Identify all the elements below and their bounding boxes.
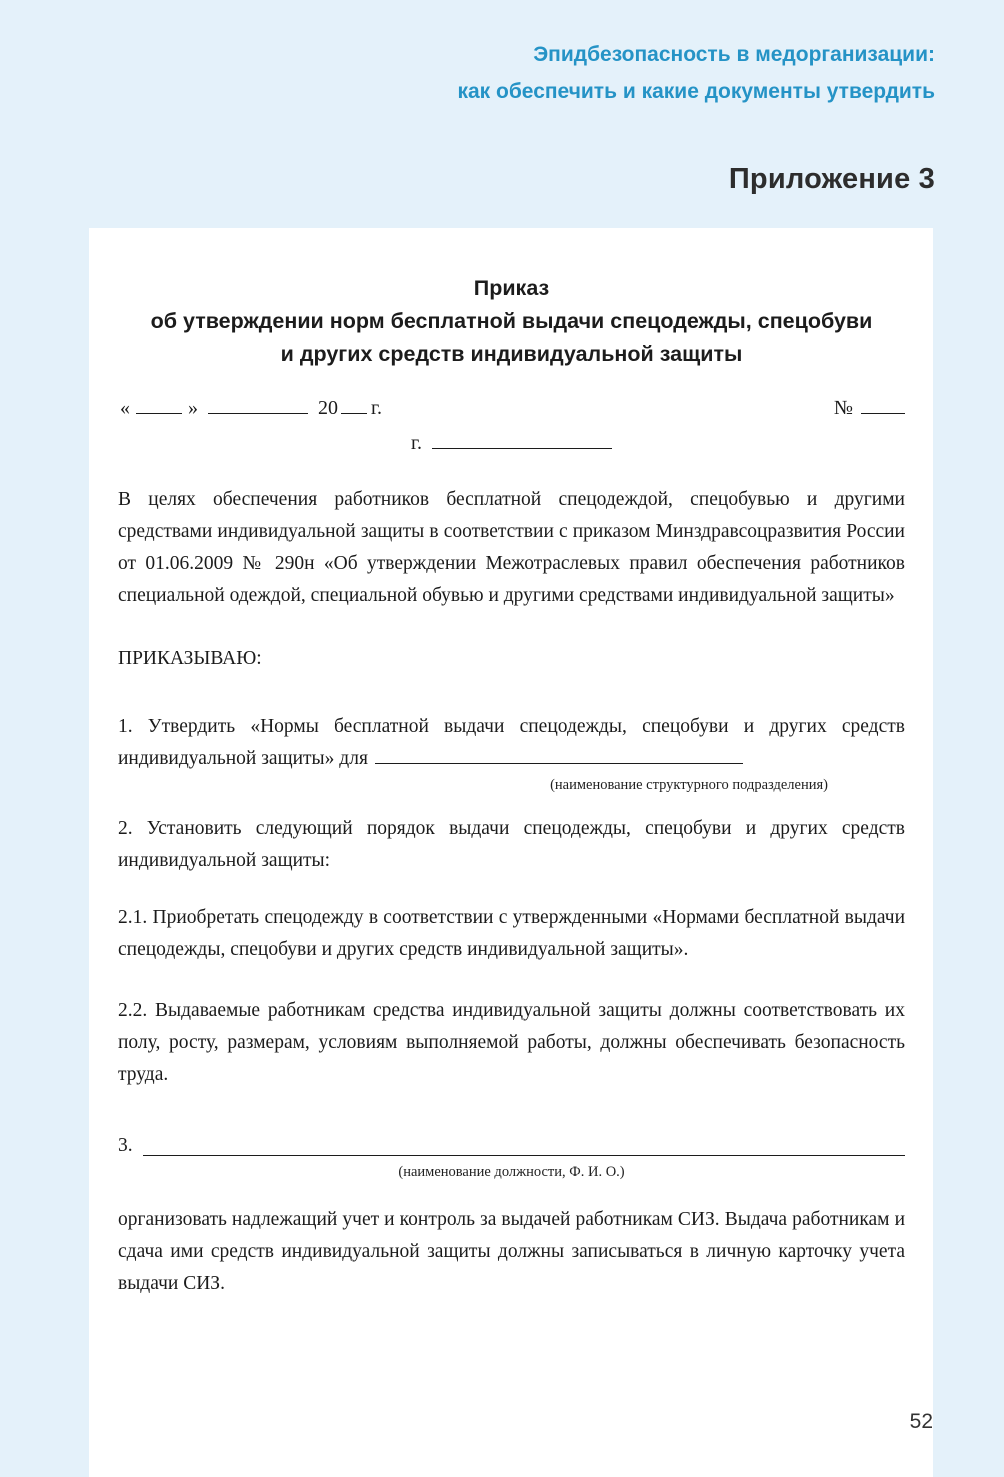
order-item-2-2: 2.2. Выдаваемые работникам средства индивидуальной защиты должны соответствовать их полу, росту, размерам, условиям выполняемой работы, должны обеспечивать безопасность труда. bbox=[118, 1000, 905, 1085]
order-item-3 bbox=[118, 1130, 905, 1162]
year-prefix: 20 bbox=[318, 397, 338, 419]
month-blank-line bbox=[208, 411, 308, 414]
number-sign: № bbox=[833, 397, 853, 419]
document-title-line3: и других средств индивидуальной защиты bbox=[280, 342, 743, 366]
number-blank-line bbox=[861, 411, 905, 414]
position-caption: (наименование должности, Ф. И. О.) bbox=[398, 1164, 625, 1180]
document-title-line2: об утверждении норм бесплатной выдачи спецодежды, спецобуви bbox=[150, 309, 873, 333]
appendix-title: Приложение 3 bbox=[728, 163, 935, 195]
city-blank-line bbox=[432, 446, 612, 449]
department-caption: (наименование структурного подразделения) bbox=[550, 777, 828, 793]
preamble-paragraph: В целях обеспечения работников бесплатной спецодеждой, спецобувью и другими средствами индивидуальной защиты в соответствии с приказом Минздравсоцразвития России от 01.06.2009 № 290н «Об утверждении Межотраслевых правил обеспечения работников специальной одеждой, специальной обувью и другими средствами индивидуальной защиты» bbox=[118, 489, 905, 606]
city-prefix: г. bbox=[411, 432, 422, 454]
day-blank-line bbox=[136, 411, 182, 414]
department-blank-line bbox=[375, 761, 743, 764]
order-item-1 bbox=[118, 711, 905, 775]
city-field bbox=[411, 431, 905, 455]
order-number-field bbox=[834, 396, 905, 420]
date-field bbox=[118, 396, 384, 420]
order-item-1-text: 1. Утвердить «Нормы бесплатной выдачи спецодежды, спецобуви и других средств индивидуальной защиты» для bbox=[118, 716, 905, 769]
date-number-row bbox=[118, 396, 905, 420]
order-item-2-1: 2.1. Приобретать спецодежду в соответствии с утвержденными «Нормами бесплатной выдачи спецодежды, спецобуви и других средств индивидуальной защиты». bbox=[118, 907, 905, 960]
document-card bbox=[89, 228, 933, 1477]
document-title-line1: Приказ bbox=[473, 276, 550, 300]
year-suffix: г. bbox=[371, 397, 382, 419]
order-item-2: 2. Установить следующий порядок выдачи спецодежды, спецобуви и других средств индивидуальной защиты: bbox=[118, 818, 905, 871]
order-item-3-number: 3. bbox=[118, 1135, 133, 1156]
running-head-line1: Эпидбезопасность в медорганизации: bbox=[533, 43, 935, 66]
date-open-quote: « bbox=[120, 397, 130, 419]
resolution-word: ПРИКАЗЫВАЮ: bbox=[118, 648, 262, 669]
running-head-line2: как обеспечить и какие документы утвердить bbox=[457, 80, 935, 103]
year-blank-line bbox=[341, 411, 367, 414]
page-number: 52 bbox=[909, 1410, 933, 1433]
closing-paragraph: организовать надлежащий учет и контроль за выдачей работникам СИЗ. Выдача работникам и сдача ими средств индивидуальной защиты должны записываться в личную карточку учета выдачи СИЗ. bbox=[118, 1209, 905, 1294]
document-title bbox=[118, 272, 905, 371]
running-head bbox=[457, 36, 935, 110]
date-close-quote: » bbox=[188, 397, 198, 419]
position-blank-line bbox=[143, 1155, 905, 1156]
